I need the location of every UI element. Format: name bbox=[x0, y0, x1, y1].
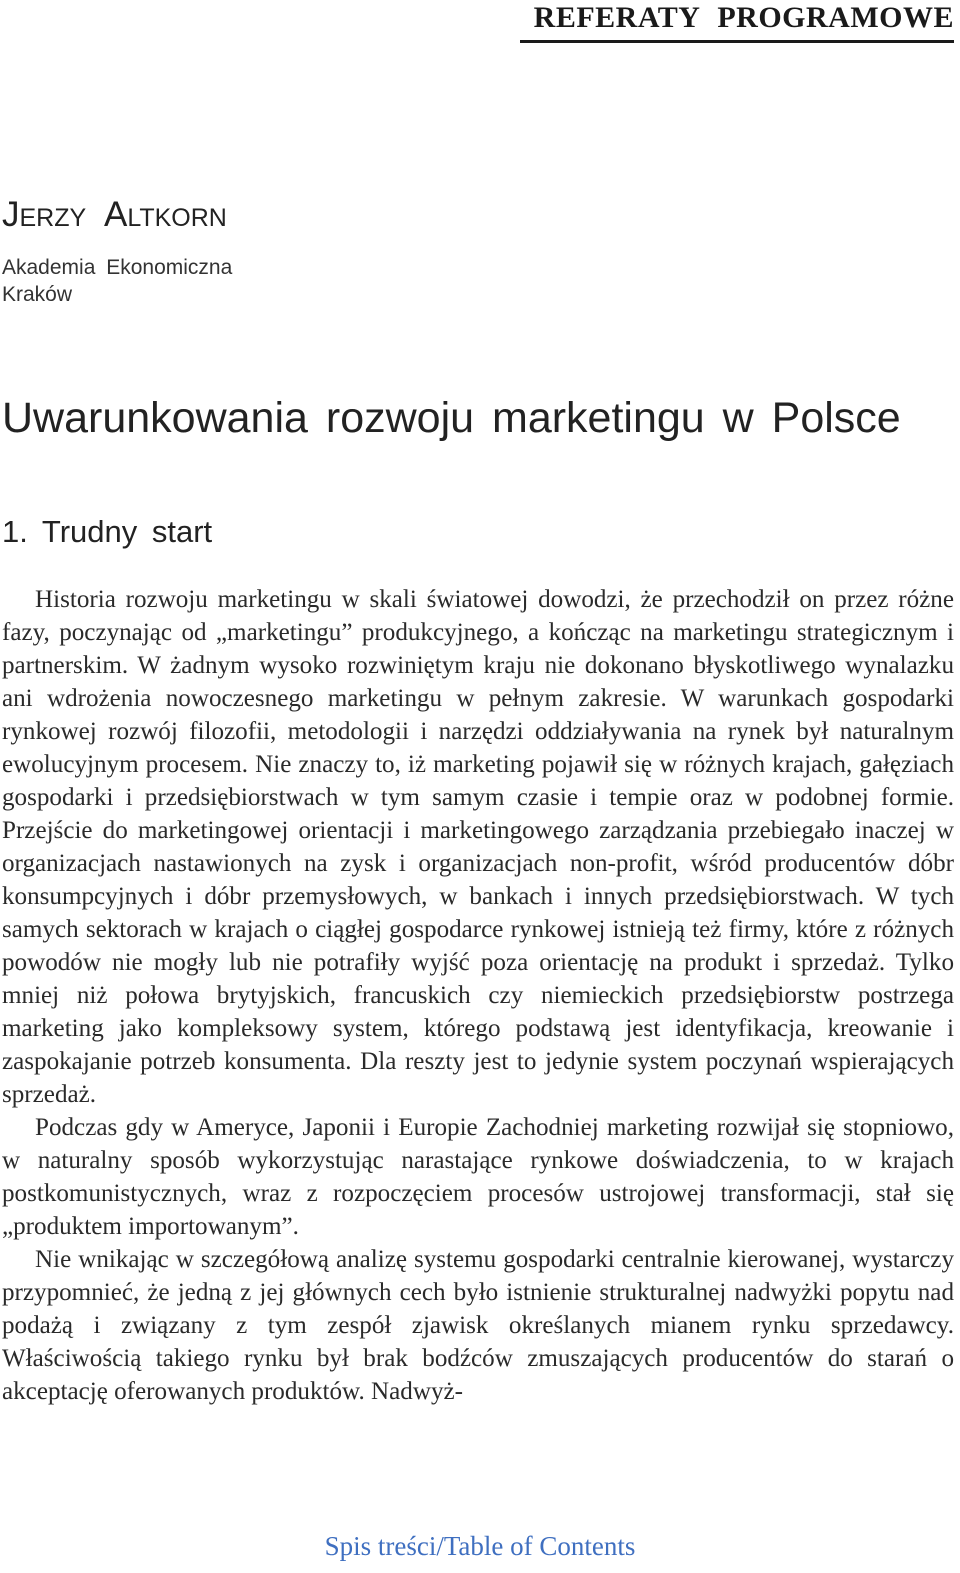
institution-name: Akademia Ekonomiczna bbox=[2, 256, 233, 279]
author-name: Jerzy Altkorn bbox=[2, 195, 227, 234]
section-heading: 1. Trudny start bbox=[2, 514, 213, 549]
table-of-contents-link[interactable]: Spis treści/Table of Contents bbox=[324, 1531, 636, 1561]
body-paragraph-1: Historia rozwoju marketingu w skali światowej dowodzi, że przechodził on przez różne fazy, poczynając od „marketingu” produkcyjnego, a kończąc na marketingu strategicznym i partnerskim. W żadnym wysoko rozwiniętym kraju nie dokonano błyskotliwego wynalazku ani wdrożenia nowoczesnego marketingu w pełnym zakresie. W warunkach gospodarki rynkowej rozwój filozofii, metodologii i narzędzi oddziaływania na rynek był naturalnym ewolucyjnym procesem. Nie znaczy to, iż marketing pojawił się w różnych krajach, gałęziach gospodarki i przedsiębiorstwach w tym samym czasie i tempie oraz w podobnej formie. Przejście do marketingowej orientacji i marketingowego zarządzania przebiegało inaczej w organizacjach nastawionych na zysk i organizacjach non-profit, wśród producentów dóbr konsumpcyjnych i dóbr przemysłowych, w bankach i innych przedsiębiorstwach. W tych samych sektorach w krajach o ciągłej gospodarce rynkowej istnieją też firmy, które z różnych powodów nie mogły lub nie potrafiły wyjść poza orientację na produkt i sprzedaż. Tylko mniej niż połowa brytyjskich, francuskich czy niemieckich przedsiębiorstw postrzega marketing jako kompleksowy system, którego podstawą jest identyfikacja, kreowanie i zaspokajanie potrzeb konsumenta. Dla reszty jest to jedynie system poczynań wspierających sprzedaż. bbox=[2, 586, 954, 1108]
article-title: Uwarunkowania rozwoju marketingu w Polsce bbox=[2, 394, 901, 442]
section-label: REFERATY PROGRAMOWE bbox=[533, 1, 954, 34]
body-paragraph-2: Podczas gdy w Ameryce, Japonii i Europie Zachodniej marketing rozwijał się stopniowo, w naturalny sposób wykorzystując narastające rynkowe doświadczenia, to w krajach postkomunistycznych, wraz z rozpoczęciem procesów ustrojowej transformacji, stał się „produktem importowanym”. bbox=[2, 1114, 954, 1240]
section-header bbox=[520, 0, 954, 43]
article-body bbox=[2, 583, 954, 1408]
body-paragraph-3: Nie wnikając w szczegółową analizę systemu gospodarki centralnie kierowanej, wystarczy przypomnieć, że jedną z jej głównych cech było istnienie strukturalnej nadwyżki popytu nad podażą i związany z tym zespół zjawisk określanych mianem rynku sprzedawcy. Właściwością takiego rynku był brak bodźców zmuszających producentów do starań o akceptację oferowanych produktów. Nadwyż- bbox=[2, 1246, 954, 1405]
author-affiliation bbox=[2, 254, 232, 308]
institution-city: Kraków bbox=[2, 283, 73, 306]
